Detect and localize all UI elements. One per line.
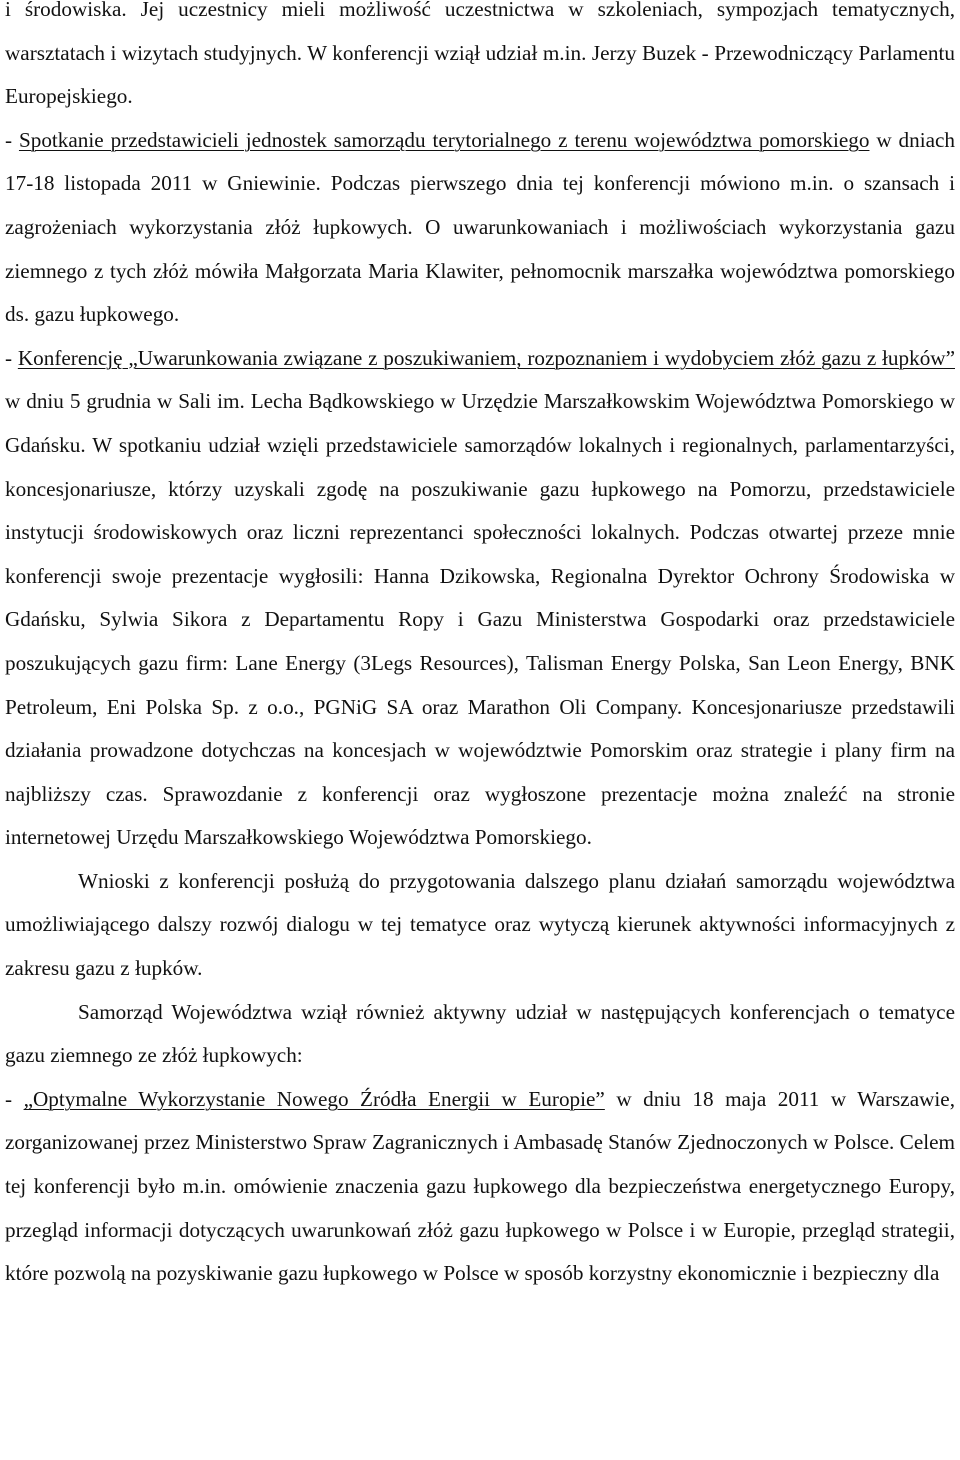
paragraph-text: Samorząd Województwa wziął również aktywny udział w następujących konferencjach o tematyce gazu ziemnego ze złóż łupkowych: <box>5 999 955 1068</box>
document-body <box>5 0 955 1296</box>
paragraph-text: w dniu 18 maja 2011 w Warszawie, zorganizowanej przez Ministerstwo Spraw Zagranicznych i Ambasadę Stanów Zjednoczonych w Polsce. Celem tej konferencji było m.in. omówienie znaczenia gazu łupkowego dla bezpieczeństwa energetycznego Europy, przegląd informacji dotyczących uwarunkowań złóż gazu łupkowego w Polsce i w Europie, przegląd strategii, które pozwolą na pozyskiwanie gazu łupkowego w Polsce w sposób korzystny ekonomicznie i bezpieczny dla <box>5 1086 955 1286</box>
paragraph-text: w dniu 5 grudnia w Sali im. Lecha Bądkowskiego w Urzędzie Marszałkowskim Województwa Pomorskiego w Gdańsku. W spotkaniu udział wzięli przedstawiciele samorządów lokalnych i regionalnych, parlamentarzyści, koncesjonariusze, którzy uzyskali zgodę na poszukiwanie gazu łupkowego na Pomorzu, przedstawiciele instytucji środowiskowych oraz liczni reprezentanci społeczności lokalnych. Podczas otwartej przeze mnie konferencji swoje prezentacje wygłosili: Hanna Dzikowska, Regionalna Dyrektor Ochrony Środowiska w Gdańsku, Sylwia Sikora z Departamentu Ropy i Gazu Ministerstwa Gospodarki oraz przedstawiciele poszukujących gazu firm: Lane Energy (3Legs Resources), Talisman Energy Polska, San Leon Energy, BNK Petroleum, Eni Polska Sp. z o.o., PGNiG SA oraz Marathon Oli Company. Koncesjonariusze przedstawili działania prowadzone dotychczas na koncesjach w województwie Pomorskim oraz strategie i plany firm na najbliższy czas. Sprawozdanie z konferencji oraz wygłoszone prezentacje można znaleźć na stronie internetowej Urzędu Marszałkowskiego Województwa Pomorskiego. <box>5 389 955 850</box>
paragraph-gdansk-conference <box>5 337 955 860</box>
paragraph-text: i środowiska. Jej uczestnicy mieli możliwość uczestnictwa w szkoleniach, sympozjach tematycznych, warsztatach i wizytach studyjnych. W konferencji wziął udział m.in. Jerzy Buzek - Przewodniczący Parlamentu Europejskiego. <box>5 0 955 109</box>
list-dash: - <box>5 345 18 370</box>
link-gdansk-conference[interactable]: Konferencję „Uwarunkowania związane z poszukiwaniem, rozpoznaniem i wydobyciem złóż gazu z łupków” <box>17 345 955 370</box>
link-warsaw-conference[interactable]: „Optymalne Wykorzystanie Nowego Źródła Energii w Europie” <box>23 1086 605 1111</box>
paragraph-text: w dniach 17-18 listopada 2011 w Gniewinie. Podczas pierwszego dnia tej konferencji mówiono m.in. o szansach i zagrożeniach wykorzystania złóż łupkowych. O uwarunkowaniach i możliwościach wykorzystania gazu ziemnego z tych złóż mówiła Małgorzata Maria Klawiter, pełnomocnik marszałka województwa pomorskiego ds. gazu łupkowego. <box>5 127 955 327</box>
paragraph-text: Wnioski z konferencji posłużą do przygotowania dalszego planu działań samorządu województwa umożliwiającego dalszy rozwój dialogu w tej tematyce oraz wytyczą kierunek aktywności informacyjnych z zakresu gazu z łupków. <box>5 868 955 981</box>
list-dash: - <box>5 1086 24 1111</box>
paragraph-other-conferences <box>5 991 955 1078</box>
list-dash: - <box>5 127 19 152</box>
paragraph-conclusions <box>5 860 955 991</box>
paragraph-intro-continuation <box>5 0 955 119</box>
paragraph-gniewino-meeting <box>5 119 955 337</box>
link-gniewino-meeting[interactable]: Spotkanie przedstawicieli jednostek samorządu terytorialnego z terenu województwa pomorskiego <box>18 127 870 152</box>
paragraph-warsaw-conference <box>5 1078 955 1296</box>
